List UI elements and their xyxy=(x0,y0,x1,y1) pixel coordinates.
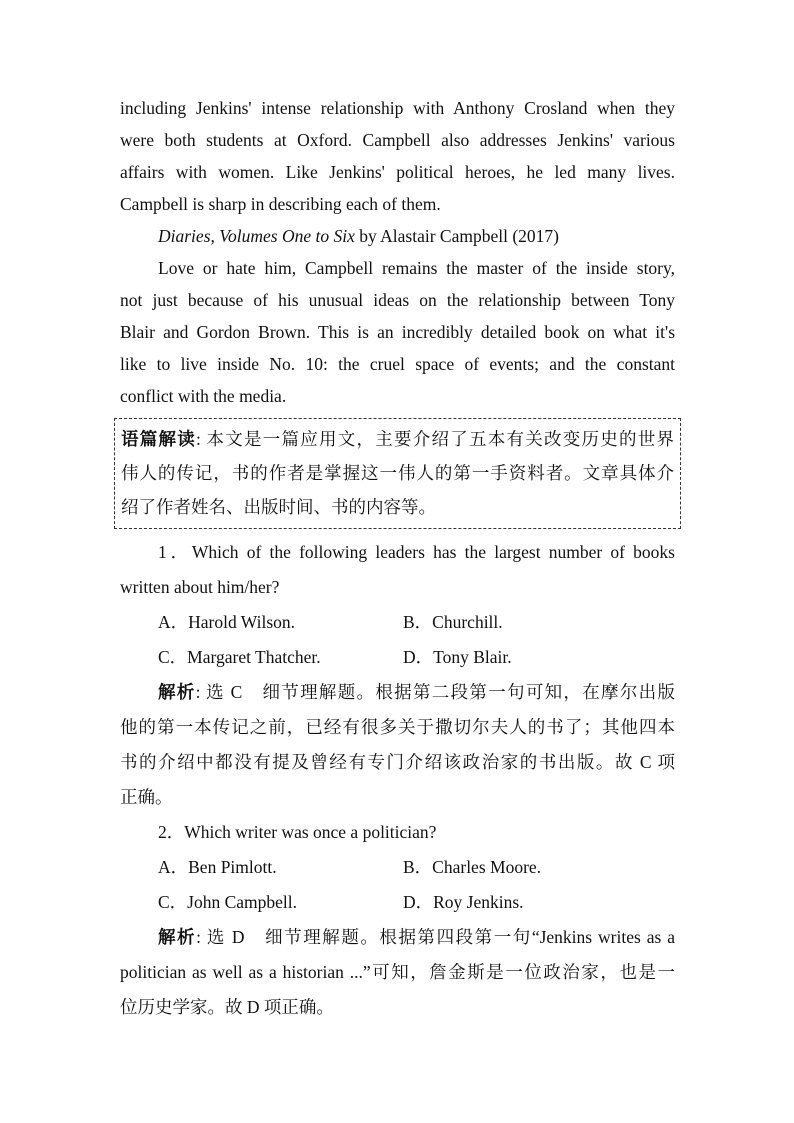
analysis-text: : 选 C 细节理解题。根据第二段第一句可知，在摩尔出版 xyxy=(195,682,675,702)
passage-line: Campbell is sharp in describing each of them. xyxy=(120,194,441,214)
option-c: C．Margaret Thatcher. xyxy=(158,647,321,667)
question-stem: 2．Which writer was once a politician? xyxy=(158,822,437,842)
analysis-label: 解析 xyxy=(158,682,196,702)
option-d: D．Tony Blair. xyxy=(403,647,512,667)
passage-line: Love or hate him, Campbell remains the master of the inside story, xyxy=(158,258,675,278)
discourse-analysis-box xyxy=(114,418,681,529)
option-b: B．Charles Moore. xyxy=(403,857,542,877)
analysis-line: 他的第一本传记之前，已经有很多关于撒切尔夫人的书了；其他四本 xyxy=(120,717,675,737)
question-stem: written about him/her? xyxy=(120,577,280,597)
option-b: B．Churchill. xyxy=(403,612,503,632)
option-a: A．Harold Wilson. xyxy=(158,612,296,632)
analysis-line xyxy=(120,675,675,710)
passage-line: Blair and Gordon Brown. This is an incredibly detailed book on what it's xyxy=(120,322,675,342)
passage-line: like to live inside No. 10: the cruel space of events; and the constant xyxy=(120,354,675,374)
note-line: 伟人的传记，书的作者是掌握这一伟人的第一手资料者。文章具体介 xyxy=(121,463,674,483)
passage-line: conflict with the media. xyxy=(120,386,287,406)
passage-line: not just because of his unusual ideas on the relationship between Tony xyxy=(120,290,675,310)
book-title: Diaries, Volumes One to Six xyxy=(158,226,355,246)
analysis-label: 解析 xyxy=(158,927,197,947)
note-text: : 本文是一篇应用文，主要介绍了五本有关改变历史的世界 xyxy=(196,429,674,449)
analysis-line: 书的介绍中都没有提及曾经有专门介绍该政治家的书出版。故 C 项 xyxy=(120,752,675,772)
question-stem: 1．Which of the following leaders has the largest number of books xyxy=(158,542,675,562)
book-heading xyxy=(120,220,675,252)
analysis-line: politician as well as a historian ...”可知，詹金斯是一位政治家，也是一 xyxy=(120,962,675,982)
option-c: C．John Campbell. xyxy=(158,892,298,912)
note-label: 语篇解读 xyxy=(121,429,196,449)
book-byline: by Alastair Campbell (2017) xyxy=(354,226,559,246)
document-page xyxy=(120,92,675,1025)
note-line: 绍了作者姓名、出版时间、书的内容等。 xyxy=(121,497,436,517)
passage-line: affairs with women. Like Jenkins' political heroes, he led many lives. xyxy=(120,162,675,182)
analysis-line: 位历史学家。故 D 项正确。 xyxy=(120,997,334,1017)
analysis-text: : 选 D 细节理解题。根据第四段第一句“Jenkins writes as a xyxy=(196,927,675,947)
note-line xyxy=(121,422,674,456)
option-a: A．Ben Pimlott. xyxy=(158,857,277,877)
passage-line: were both students at Oxford. Campbell also addresses Jenkins' various xyxy=(120,130,675,150)
options-row xyxy=(120,885,675,920)
options-row xyxy=(120,850,675,885)
options-row xyxy=(120,605,675,640)
options-row xyxy=(120,640,675,675)
analysis-line xyxy=(120,920,675,955)
passage-line: including Jenkins' intense relationship with Anthony Crosland when they xyxy=(120,98,675,118)
analysis-line: 正确。 xyxy=(120,787,173,807)
option-d: D．Roy Jenkins. xyxy=(403,892,524,912)
